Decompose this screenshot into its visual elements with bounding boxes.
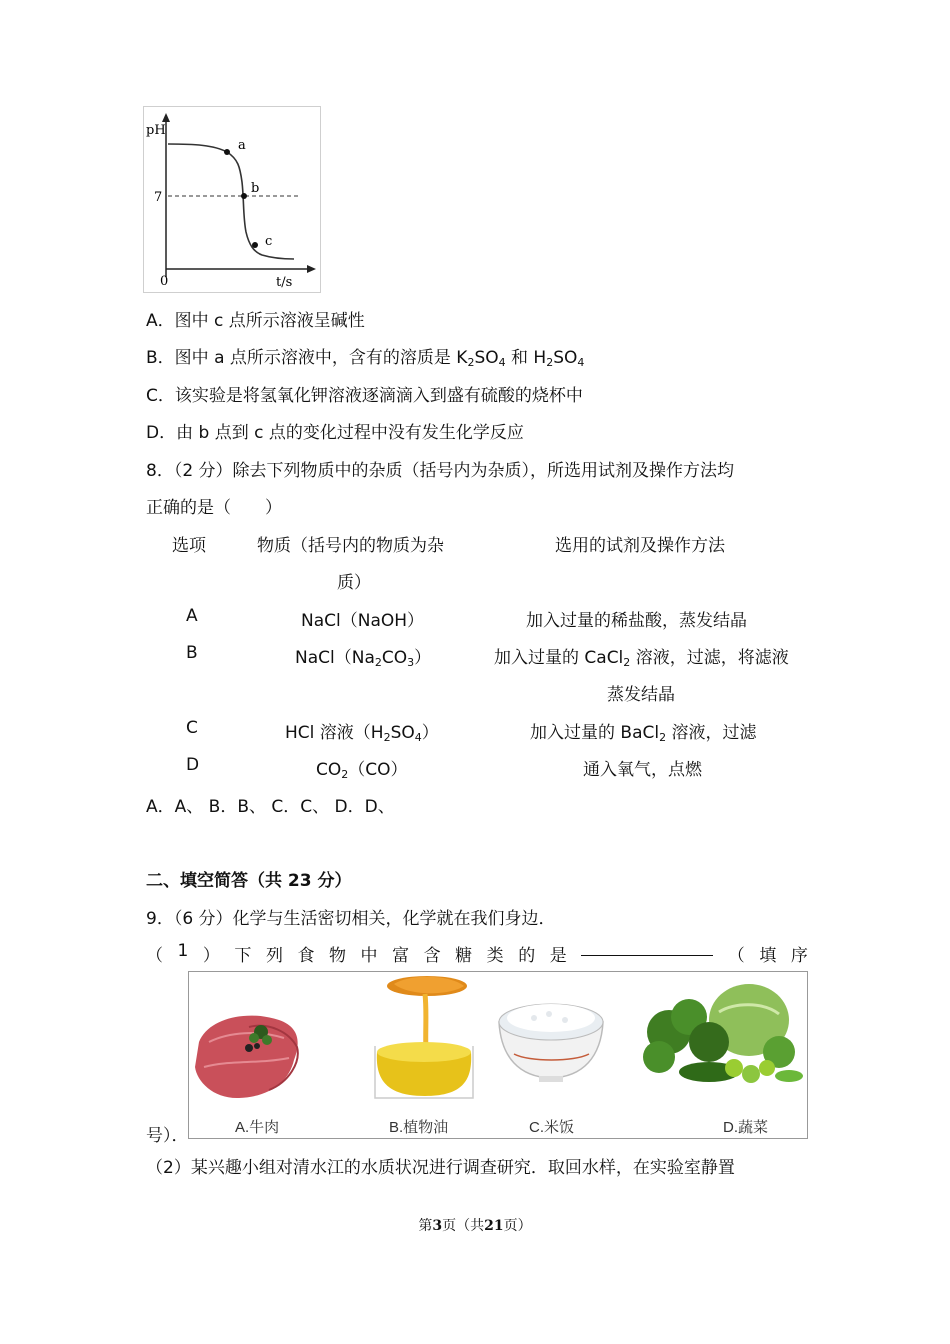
- table-row-a-method: 加入过量的稀盐酸，蒸发结晶: [526, 611, 747, 631]
- q9-char: ）: [202, 946, 220, 966]
- table-header-substance-cont: 质）: [337, 573, 371, 593]
- q9-stem: 9．（6 分）化学与生活密切相关，化学就在我们身边．: [146, 909, 556, 929]
- q9-char: （: [727, 946, 745, 966]
- q7-option-a: A．图中 c 点所示溶液呈碱性: [146, 311, 365, 331]
- point-c-label: c: [265, 234, 273, 249]
- food-images-panel: [188, 971, 808, 1139]
- table-row-c-substance: HCl 溶液$(H_2SO_4)$: [285, 723, 439, 744]
- food-illustrations: [189, 972, 807, 1138]
- q9-char: 类: [486, 946, 504, 966]
- q9-char: 列: [265, 946, 283, 966]
- ph-curve-figure: [144, 107, 320, 292]
- point-b-label: b: [251, 181, 260, 196]
- q8-answer-options: A．A、 B．B、 C．C、 D．D、: [146, 797, 395, 817]
- q9-char: 下: [234, 946, 252, 966]
- q9-char: 含: [423, 946, 441, 966]
- x-axis-arrow: [307, 265, 316, 273]
- q9-char: 富: [392, 946, 410, 966]
- food-label-d: D.蔬菜: [723, 1119, 769, 1136]
- table-row-d-method: 通入氧气，点燃: [583, 760, 702, 780]
- q9-part1-end: 号）．: [146, 1126, 189, 1146]
- vegetable-oil-image: [375, 976, 473, 1098]
- page-number: 3: [432, 1218, 443, 1234]
- vegetables-image: [643, 984, 803, 1083]
- answer-blank[interactable]: [581, 941, 713, 956]
- footer-text: 第: [418, 1218, 433, 1234]
- table-header-substance: 物质（括号内的物质为杂: [257, 536, 444, 556]
- q9-char: 物: [329, 946, 347, 966]
- table-header-option: 选项: [172, 536, 206, 556]
- point-c-dot: [252, 242, 258, 248]
- page-footer: [0, 1215, 950, 1235]
- q9-part2: （2）某兴趣小组对清水江的水质状况进行调查研究．取回水样，在实验室静置: [146, 1158, 735, 1178]
- q9-char: 填: [759, 946, 777, 966]
- q9-char: 是: [549, 946, 567, 966]
- table-row-b-method-cont: 蒸发结晶: [607, 685, 675, 705]
- point-a-label: a: [238, 138, 246, 153]
- q7-option-c: C．该实验是将氢氧化钾溶液逐滴滴入到盛有硫酸的烧杯中: [146, 386, 583, 406]
- x-axis-label: t/s: [276, 275, 293, 290]
- q9-char: 食: [297, 946, 315, 966]
- table-header-method: 选用的试剂及操作方法: [555, 536, 725, 556]
- table-row-a-option: A: [186, 606, 198, 626]
- ph-curve: [168, 144, 294, 259]
- food-label-a: A.牛肉: [235, 1119, 280, 1136]
- rice-bowl-image: [499, 1004, 603, 1082]
- point-b-dot: [241, 193, 247, 199]
- q8-stem-line2: 正确的是（ ）: [146, 498, 282, 518]
- footer-text: 页（共: [442, 1218, 485, 1234]
- table-row-c-option: C: [186, 718, 198, 738]
- q9-char: （: [146, 946, 163, 966]
- y-axis-arrow: [162, 113, 170, 122]
- q7-option-d: D．由 b 点到 c 点的变化过程中没有发生化学反应: [146, 423, 524, 443]
- total-pages: 21: [484, 1218, 504, 1234]
- y-axis-label: pH: [146, 123, 166, 138]
- q9-part1-line: [146, 941, 808, 966]
- q7-option-b: B．图中 a 点所示溶液中，含有的溶质是 $K_2SO_4$ 和 $H_2SO_4$: [146, 348, 585, 369]
- footer-text: 页）: [503, 1218, 532, 1234]
- ph-titration-graph: [143, 106, 321, 293]
- q8-stem-line1: 8．（2 分）除去下列物质中的杂质（括号内为杂质），所选用试剂及操作方法均: [146, 461, 735, 481]
- table-row-a-substance: NaCl（NaOH）: [301, 611, 425, 631]
- q9-char: 的: [518, 946, 536, 966]
- food-label-c: C.米饭: [529, 1119, 575, 1136]
- q9-char: 糖: [455, 946, 473, 966]
- beef-image: [195, 1016, 298, 1098]
- table-row-b-substance: $NaCl(Na_2CO_3)$: [295, 648, 432, 669]
- table-row-b-option: B: [186, 643, 198, 663]
- origin-label: 0: [160, 274, 169, 289]
- table-row-c-method: 加入过量的 BaCl$_2$ 溶液，过滤: [530, 723, 757, 744]
- table-row-b-method: 加入过量的 CaCl$_2$ 溶液，过滤，将滤液: [494, 648, 789, 669]
- table-row-d-option: D: [186, 755, 200, 775]
- section-2-title: 二、填空简答（共 23 分）: [146, 871, 352, 891]
- q9-part1-spaced-text: [146, 941, 808, 966]
- ph7-label: 7: [154, 190, 163, 205]
- table-row-d-substance: $CO_2(CO)$: [316, 760, 408, 781]
- q9-char: 1: [177, 941, 189, 961]
- q9-char: 中: [360, 946, 378, 966]
- point-a-dot: [224, 149, 230, 155]
- food-label-b: B.植物油: [389, 1119, 449, 1136]
- q9-char: 序: [790, 946, 808, 966]
